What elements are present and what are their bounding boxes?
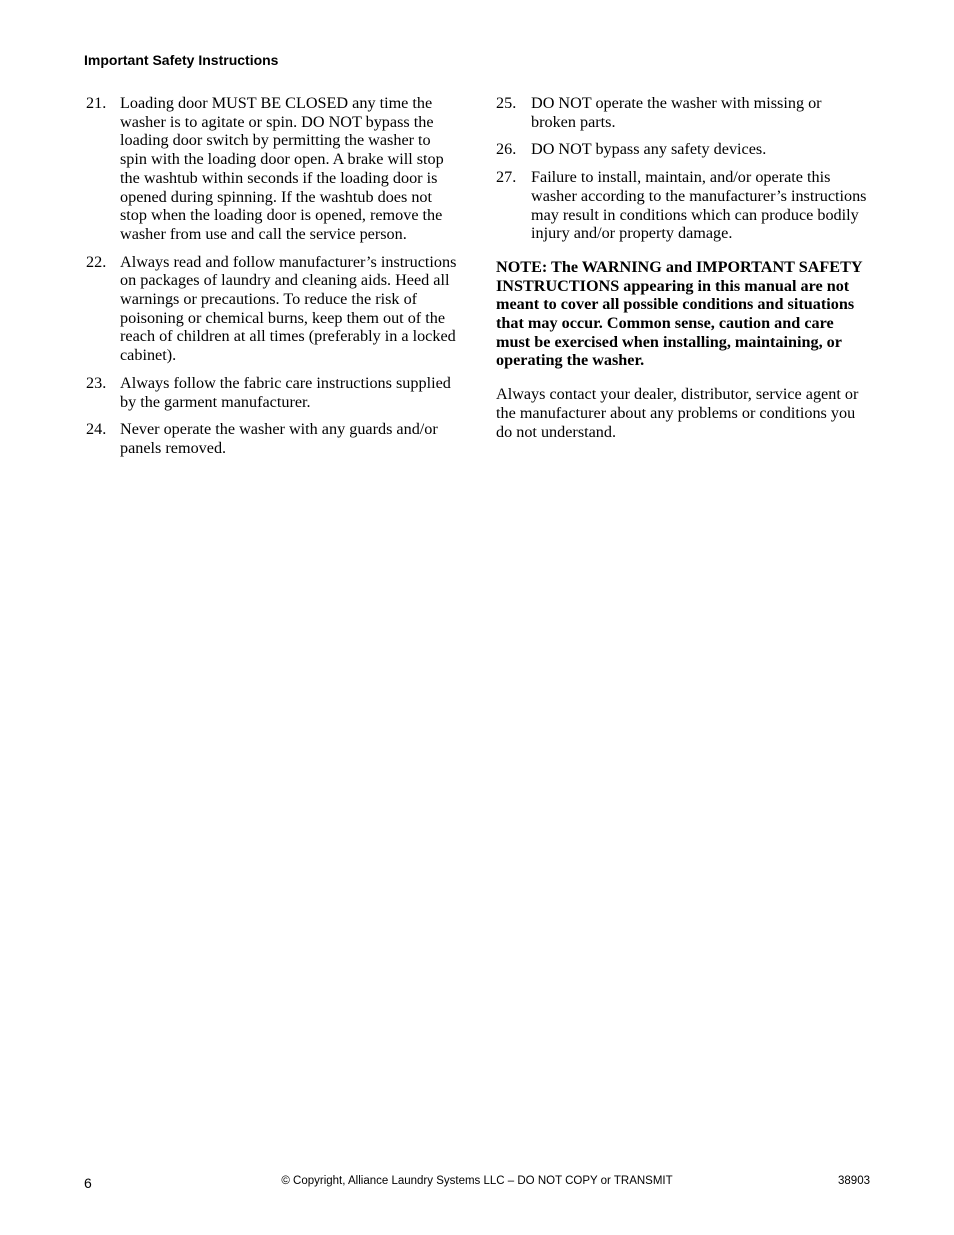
item-text: DO NOT bypass any safety devices. bbox=[531, 140, 767, 159]
list-item bbox=[86, 94, 460, 244]
item-number: 21. bbox=[86, 94, 107, 112]
document-number: 38903 bbox=[838, 1175, 870, 1187]
item-number: 25. bbox=[496, 94, 517, 112]
item-number: 26. bbox=[496, 140, 517, 159]
safety-note: NOTE: The WARNING and IMPORTANT SAFETY INSTRUCTIONS appearing in this manual are not meant to cover all possible conditions and situations that may occur. Common sense, caution and care must be exercised when installing, maintaining, or operating the washer. bbox=[496, 257, 862, 370]
item-text: Always read and follow manufacturer’s instructions on packages of laundry and cleaning aids. Heed all warnings or precautions. To reduce the risk of poisoning or chemical burns, keep them out of the reach of children at all times (preferably in a locked cabinet). bbox=[120, 252, 457, 365]
list-item bbox=[496, 168, 870, 243]
copyright-notice: © Copyright, Alliance Laundry Systems LLC – DO NOT COPY or TRANSMIT bbox=[281, 1175, 673, 1187]
page-number: 6 bbox=[84, 1175, 92, 1191]
item-number: 27. bbox=[496, 168, 517, 187]
right-column bbox=[496, 94, 870, 441]
item-text: Never operate the washer with any guards and/or panels removed. bbox=[120, 420, 438, 457]
list-item bbox=[86, 374, 460, 411]
item-number: 22. bbox=[86, 252, 107, 271]
list-item bbox=[86, 253, 460, 365]
list-item bbox=[496, 140, 870, 159]
item-text: Failure to install, maintain, and/or operate this washer according to the manufacturer’s instructions may result in conditions which can produce bodily injury and/or property damage. bbox=[531, 168, 867, 243]
item-text: Loading door MUST BE CLOSED any time the washer is to agitate or spin. DO NOT bypass the loading door switch by permitting the washer to spin with the loading door open. A brake will stop the washtub within seconds if the loading door is opened during spinning. If the washtub does not stop when the loading door is opened, remove the washer from use and call the service person. bbox=[120, 94, 444, 243]
left-column bbox=[86, 94, 460, 467]
item-number: 24. bbox=[86, 420, 107, 439]
list-item bbox=[496, 94, 870, 131]
section-header: Important Safety Instructions bbox=[84, 52, 279, 68]
list-item bbox=[86, 420, 460, 457]
item-text: DO NOT operate the washer with missing or broken parts. bbox=[531, 94, 822, 131]
contact-paragraph: Always contact your dealer, distributor, service agent or the manufacturer about any problems or conditions you do not understand. bbox=[496, 385, 859, 441]
item-text: Always follow the fabric care instructions supplied by the garment manufacturer. bbox=[120, 373, 451, 411]
item-number: 23. bbox=[86, 373, 107, 392]
